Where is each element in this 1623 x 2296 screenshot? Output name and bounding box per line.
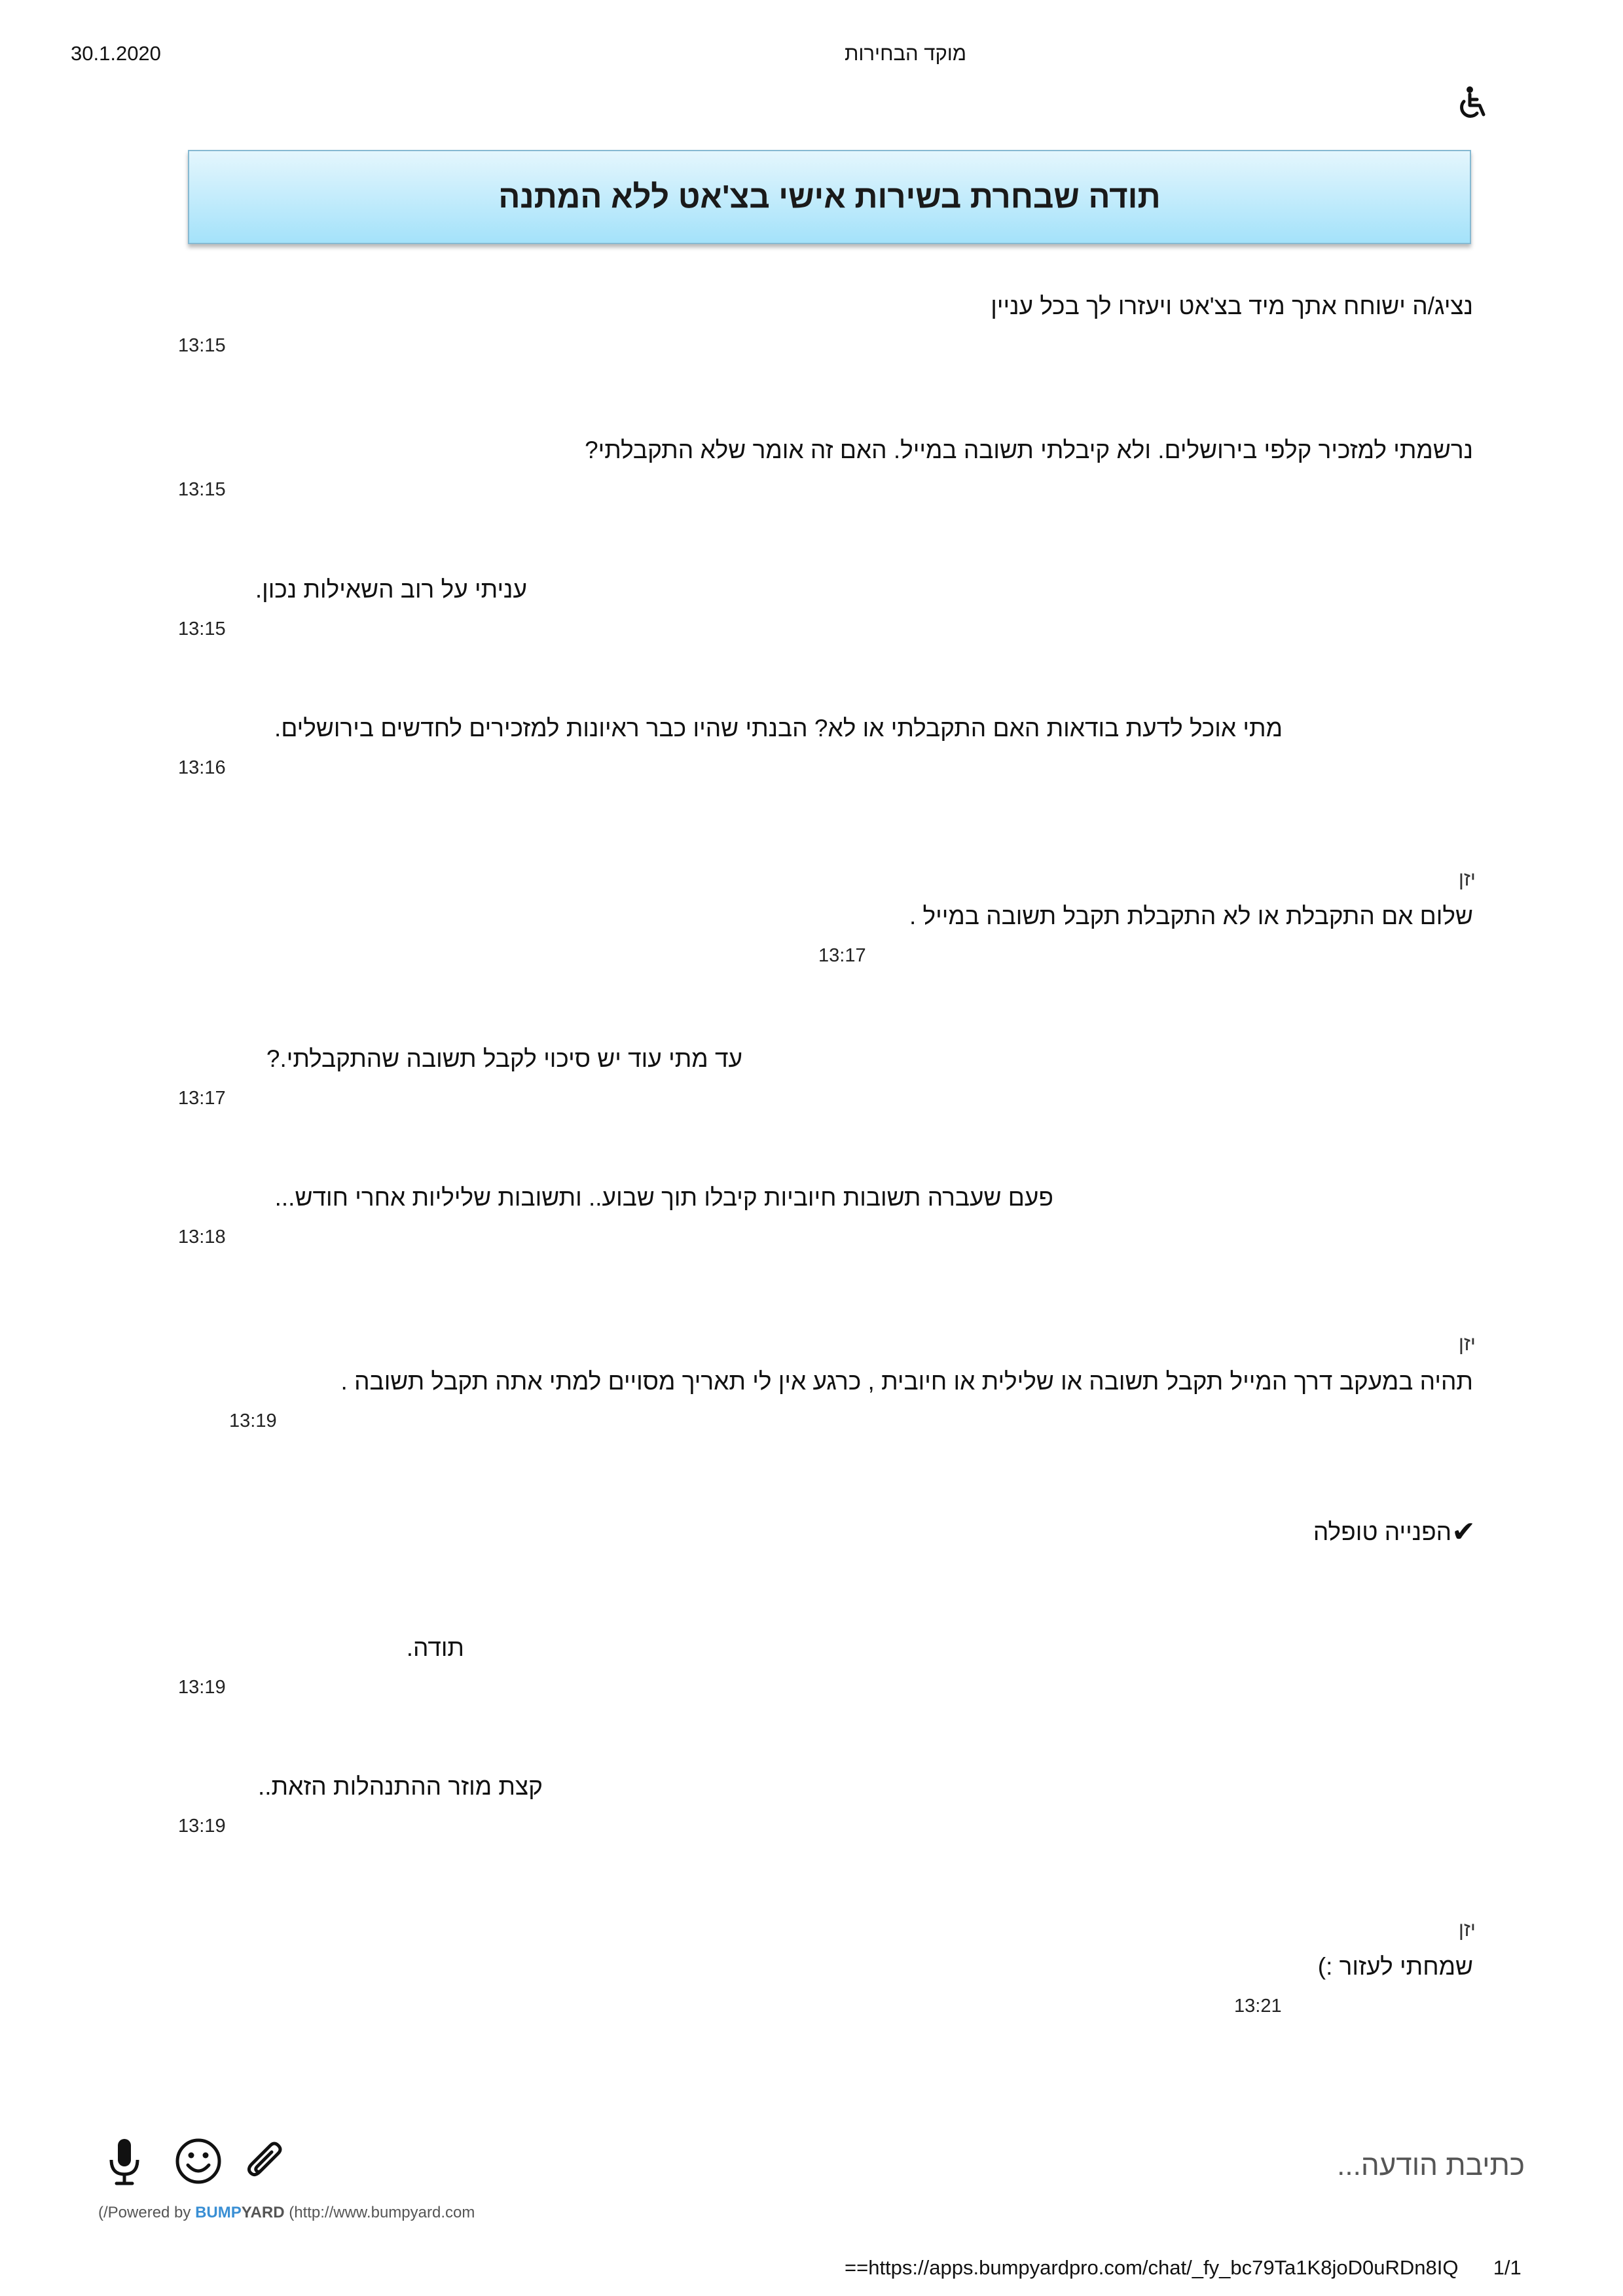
message-text: תהיה במעקב דרך המייל תקבל תשובה או שלילית או חיובית , כרגע אין לי תאריך מסויים למתי אתה תקבל תשובה . [340,1368,1473,1395]
message-text: קצת מוזר ההתנהלות הזאת.. [257,1773,543,1800]
powered-prefix: (/Powered by [98,2204,196,2221]
status-text: הפנייה טופלה [1313,1518,1452,1545]
message-time: 13:15 [178,619,226,639]
print-page-number: 1/1 [1493,2256,1522,2279]
chat-message [266,1044,742,1074]
message-text: מתי אוכל לדעת בודאות האם התקבלתי או לא? הבנתי שהיו כבר ראיונות למזכירים לחדשים בירושלים. [274,715,1283,742]
powered-by [98,2203,475,2223]
message-time: 13:18 [178,1227,226,1247]
message-text: עניתי על רוב השאילות נכון. [255,576,527,603]
message-time: 13:16 [178,757,226,778]
message-time: 13:21 [1234,1996,1282,2017]
print-page-title: מוקד הבחירות [845,42,967,65]
chat-message [258,1772,543,1802]
chat-message [255,575,527,605]
chat-banner [188,150,1471,244]
chat-message [274,713,1283,744]
message-time: 13:17 [818,945,866,966]
banner-text: תודה שבחרת בשירות אישי בצ'אט ללא המתנה [498,179,1161,215]
print-date: 30.1.2020 [71,42,161,65]
message-text: שמחתי לעזור :) [1317,1953,1473,1980]
message-time: 13:19 [178,1816,226,1837]
message-time: 13:15 [178,479,226,500]
emoji-icon[interactable] [172,2135,225,2187]
sender-name: יזן [1458,1332,1476,1355]
message-text: נרשמתי למזכיר קלפי בירושלים. ולא קיבלתי תשובה במייל. האם זה אומר שלא התקבלתי? [585,437,1473,463]
message-text: שלום אם התקבלת או לא התקבלת תקבל תשובה במייל . [909,903,1473,929]
chat-message [1318,1952,1473,1982]
paperclip-icon[interactable] [239,2135,291,2187]
powered-suffix: (http://www.bumpyard.com [284,2204,475,2221]
chat-message [909,901,1473,931]
message-time: 13:17 [178,1088,226,1109]
brand-name-yard: YARD [241,2204,285,2221]
sender-name: יזן [1458,1918,1476,1941]
message-text: עד מתי עוד יש סיכוי לקבל תשובה שהתקבלתי.? [266,1045,742,1072]
sender-name: יזן [1458,867,1476,890]
resolved-status [1313,1517,1476,1547]
message-text: נציג/ה ישוחח אתך מיד בצ'אט ויעזרו לך בכל עניין [991,293,1473,319]
brand-name-bump: BUMP [195,2204,242,2221]
message-text: תודה. [406,1634,464,1661]
print-url: ==https://apps.bumpyardpro.com/chat/_fy_bc79Ta1K8joD0uRDn8IQ [845,2256,1459,2279]
wheelchair-icon[interactable] [1452,84,1491,123]
message-time: 13:15 [178,335,226,356]
message-text: פעם שעברה תשובות חיוביות קיבלו תוך שבוע.. ותשובות שליליות אחרי חודש... [274,1184,1053,1211]
message-time: 13:19 [229,1410,277,1431]
print-footer [845,2255,1522,2281]
microphone-icon[interactable] [98,2135,151,2187]
chat-message [991,291,1473,321]
chat-message [407,1633,464,1663]
checkmark-icon: ✔ [1451,1516,1476,1548]
message-time: 13:19 [178,1677,226,1698]
chat-message [341,1367,1473,1397]
chat-message [275,1183,1053,1213]
chat-message [585,435,1473,465]
message-input[interactable]: כתיבת הודעה... [1337,2149,1525,2181]
